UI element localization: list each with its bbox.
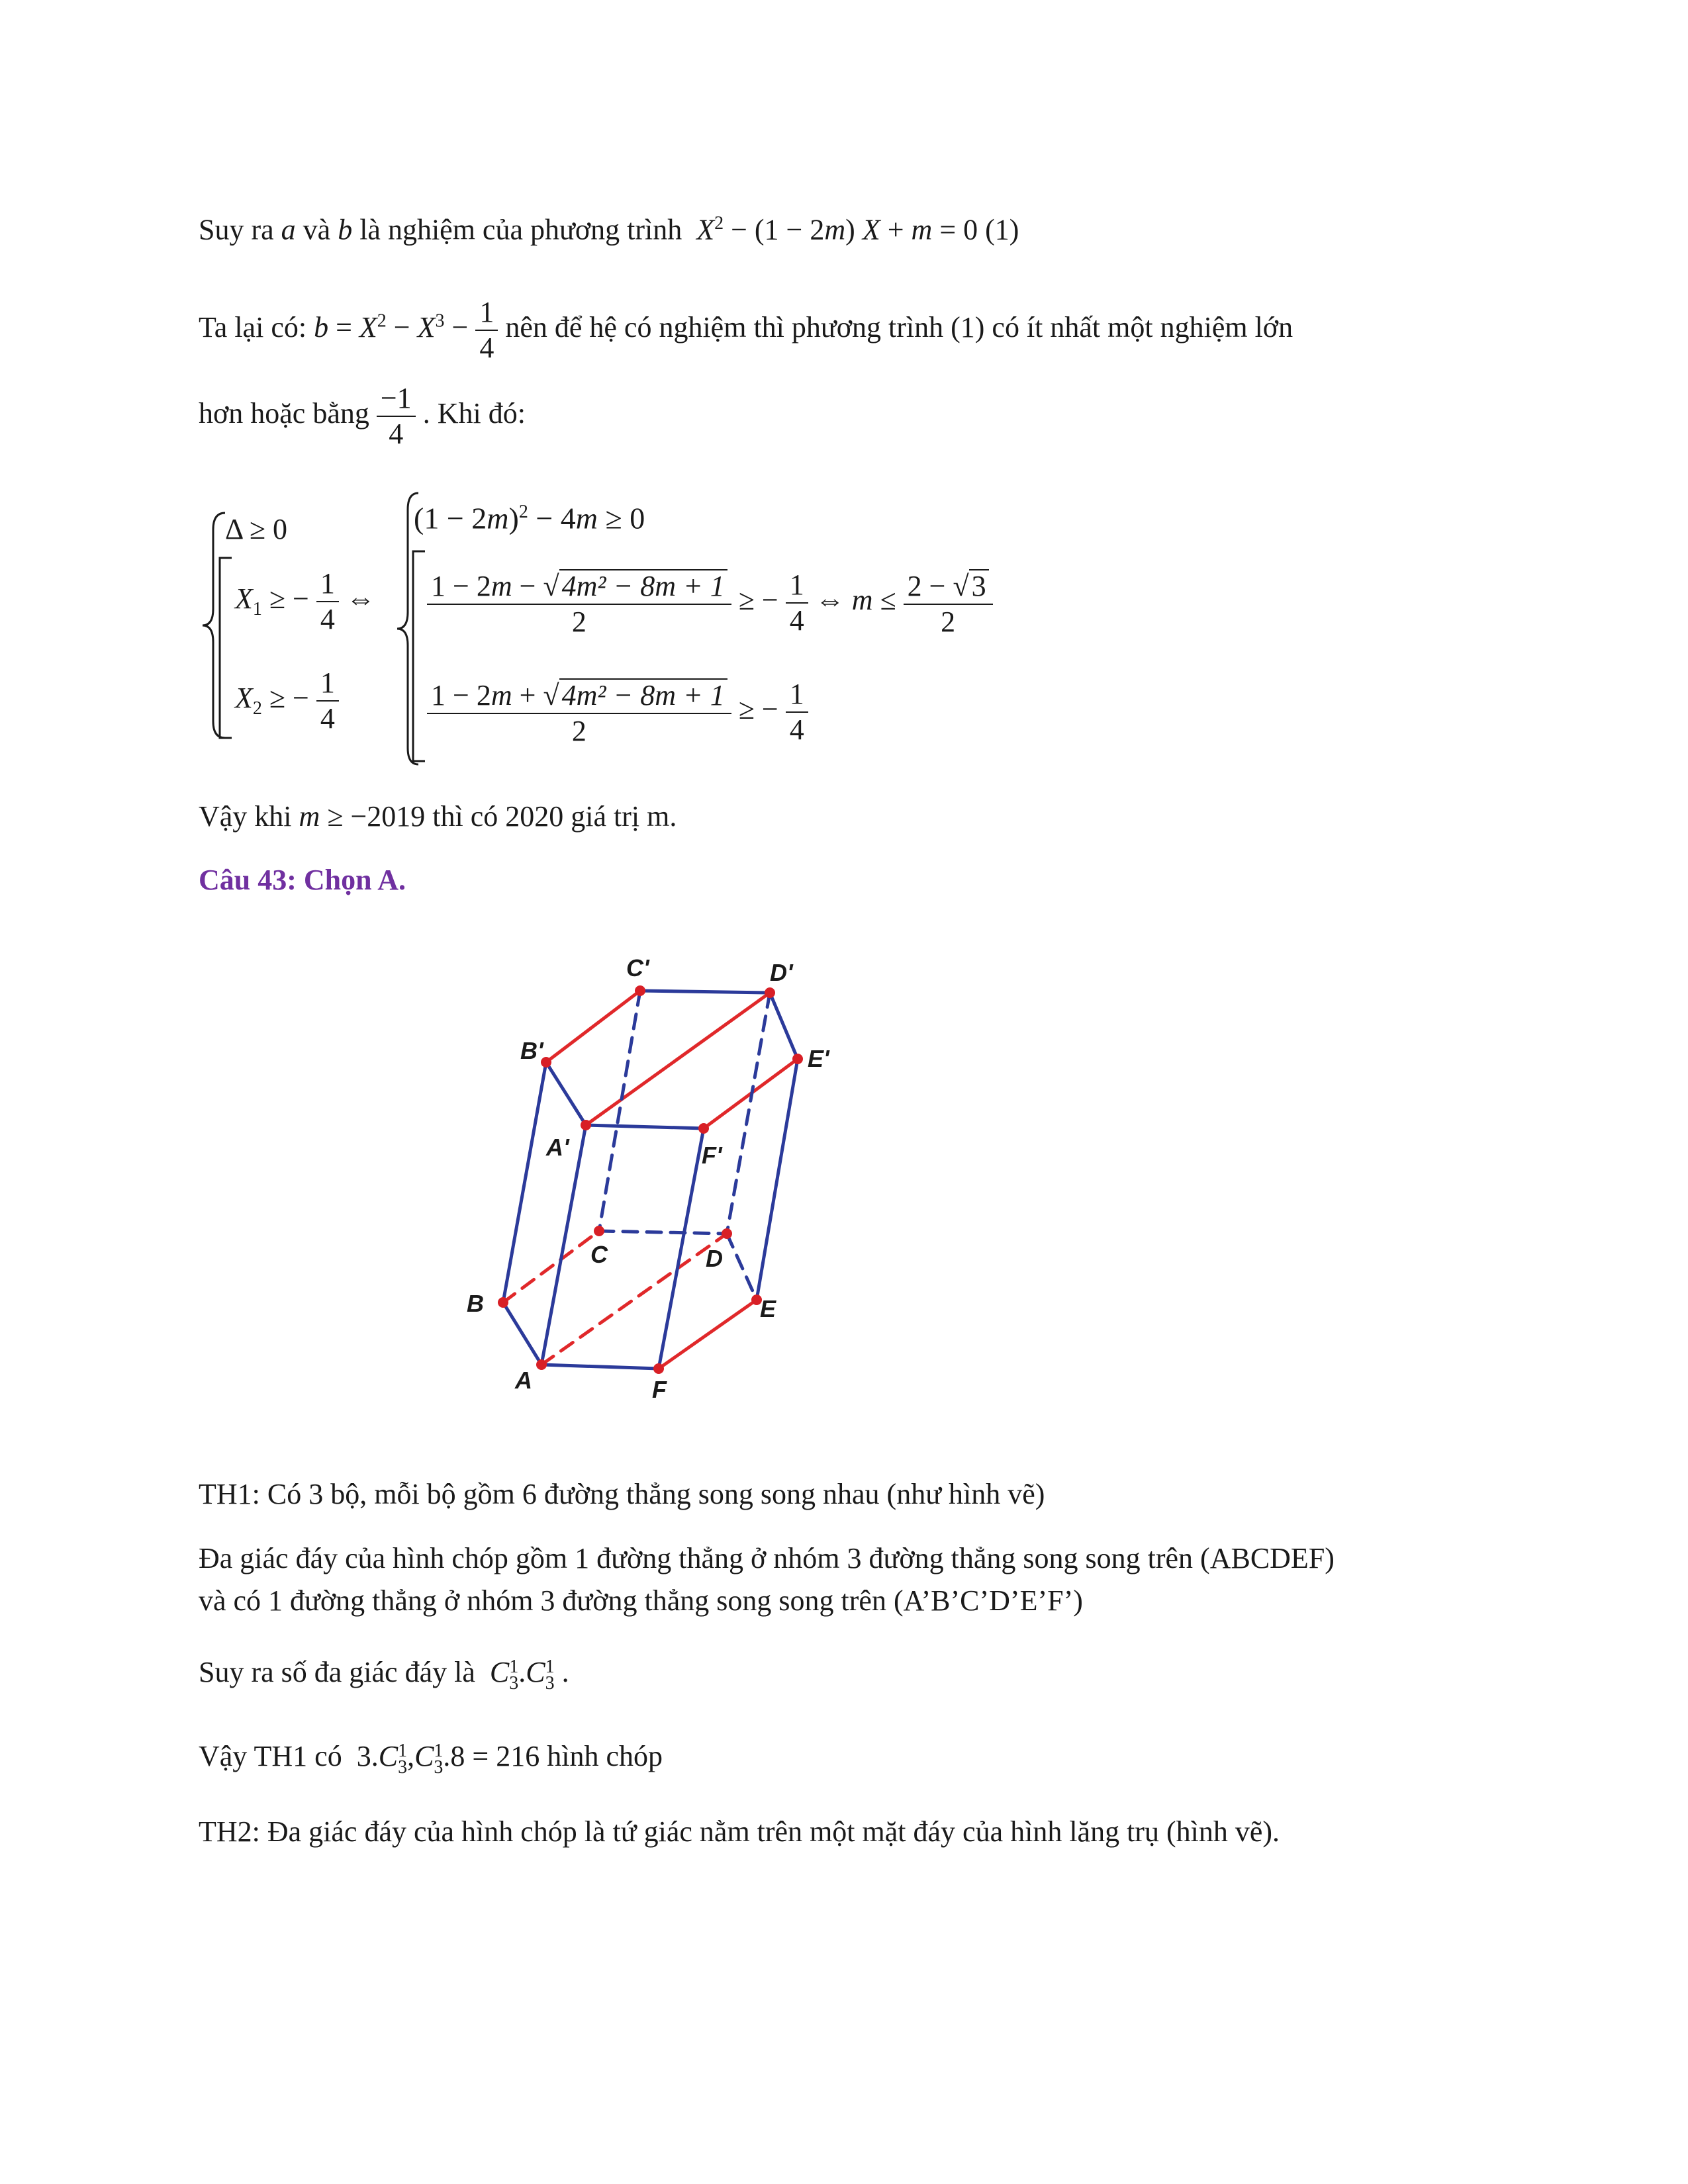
var-a: a [281,213,296,246]
math: 2 − [907,570,946,602]
var-x: X [862,213,880,246]
x1-condition [235,569,375,634]
text: Vậy khi [199,800,292,833]
subscript: 2 [252,698,262,719]
text: là nghiệm của phương trình [359,213,682,246]
math: − [519,570,536,602]
superscript: 1 [434,1740,444,1761]
math: − 4 [536,501,576,535]
var-b: b [338,213,353,246]
label-f1: F' [702,1142,722,1169]
result-fraction [904,569,993,637]
var-x: X [235,582,253,615]
edge-b1c1 [546,991,640,1062]
denominator: 4 [479,332,494,364]
math: − [451,311,469,344]
edge-ba [503,1302,541,1365]
math: ≥ − [269,582,309,615]
var-m: m [575,501,598,535]
radical [969,569,989,601]
point-c1 [635,985,645,996]
fraction [475,298,498,363]
denominator: 2 [941,606,956,638]
label-c: C [590,1241,608,1268]
case-2-text: TH2: Đa giác đáy của hình chóp là tứ giác nằm trên một mặt đáy của hình lăng trụ (hình vẽ). [199,1815,1280,1848]
edge-fe [659,1300,757,1369]
var-c: C [526,1656,545,1688]
point-e1 [792,1054,803,1064]
denominator: 2 [571,715,586,747]
row-root1 [427,569,993,637]
fraction [316,569,339,634]
denominator: 4 [789,713,804,746]
text: Vậy TH1 có [199,1740,342,1772]
math: ≥ 0 [605,501,645,535]
var-x: X [235,682,253,715]
label-e1: E' [808,1045,829,1072]
label-c1: C' [626,954,649,981]
math: = [336,311,352,344]
label-d: D [706,1245,723,1272]
paragraph-line-2: và có 1 đường thẳng ở nhóm 3 đường thẳng song song trên (A’B’C’D’E’F’) [199,1584,1083,1617]
superscript: 1 [509,1656,519,1677]
fraction [377,384,416,449]
edge-de [727,1234,757,1300]
superscript: 1 [545,1656,555,1677]
math: 1 − 2 [431,679,491,711]
subscript: 3 [434,1756,444,1778]
delta-condition: Δ ≥ 0 [225,513,288,545]
math: ) [508,501,519,535]
subscript: 3 [398,1756,408,1778]
numerator: 1 − 2m + √4m² − 8m + 1 [427,678,731,714]
fraction [316,668,339,733]
label-d1: D' [770,959,793,986]
exponent: 2 [377,310,387,332]
radical [559,678,727,710]
text: Suy ra số đa giác đáy là [199,1656,475,1688]
var-x: X [359,311,377,344]
exponent: 2 [518,502,528,522]
vay-th1-line [199,1742,663,1776]
x2-condition [235,668,339,733]
var-b: b [314,311,329,344]
edge-a1f1 [586,1125,704,1128]
math: + [519,679,536,711]
var-x: X [417,311,436,344]
edge-e1e [757,1059,798,1300]
line-4 [199,802,677,831]
math: . [561,1656,569,1688]
math: − (1 − 2 [731,213,825,246]
numerator: −1 [377,384,416,417]
line-3 [199,384,526,449]
iff-symbol: ⇔ [815,584,845,617]
var-c: C [489,1656,510,1688]
numerator: 1 [316,668,339,702]
edge-cd [599,1231,727,1234]
var-x: X [696,213,715,246]
math: ) [845,213,855,246]
math: (1 − 2 [414,501,487,535]
edge-d1d [727,993,770,1234]
fraction [786,680,808,745]
math: ≥ − [269,682,309,715]
var-m: m [911,213,933,246]
radicand: 4m² − 8m + 1 [559,678,727,710]
subscript: 3 [545,1672,555,1694]
edge-f1f [659,1128,704,1369]
radicand: 3 [969,569,989,601]
math: . [518,1656,526,1688]
point-a1 [581,1120,591,1130]
prism-figure [450,940,880,1456]
radical [559,569,727,601]
iff-symbol: ⇔ [346,582,375,615]
subscript: 3 [509,1672,519,1694]
paragraph-line-1: Đa giác đáy của hình chóp gồm 1 đường thẳng ở nhóm 3 đường thẳng song song trên (ABCDEF) [199,1542,1335,1574]
point-d1 [765,987,775,998]
row-discriminant [414,503,645,533]
denominator: 4 [320,702,335,735]
label-b1: B' [520,1037,543,1064]
vertex-points [498,985,803,1374]
math: ≥ − [738,693,778,726]
var-m: m [491,570,512,602]
math: ≤ [880,584,896,617]
fraction [786,570,808,635]
point-f1 [698,1123,709,1134]
math: + [887,213,904,246]
math: − [393,311,410,344]
math: .8 = 216 [443,1740,540,1772]
text: Ta lại có: [199,311,307,344]
exponent: 3 [435,310,445,332]
var-m: m [824,213,846,246]
var-m: m [491,679,512,711]
point-f [653,1363,664,1374]
math: 3. [356,1740,379,1772]
text: . Khi đó: [422,397,526,430]
superscript: 1 [398,1740,408,1761]
edge-bc [503,1231,599,1302]
edge-c1d1 [640,991,770,993]
edge-d1e1 [770,993,798,1059]
var-m: m [851,584,873,617]
text: thì có 2020 giá trị m. [432,800,677,833]
label-f: F [652,1376,667,1403]
numerator: 2 − √3 [904,569,993,605]
root-fraction [427,678,731,746]
var-c: C [414,1740,434,1772]
line-1 [199,214,1019,245]
numerator: 1 − 2m − √4m² − 8m + 1 [427,569,731,605]
numerator: 1 [475,298,498,331]
denominator: 4 [789,604,804,637]
subscript: 1 [252,598,262,619]
text: và [303,213,331,246]
suy-ra-line [199,1658,569,1692]
question-heading: Câu 43: Chọn A. [199,864,406,896]
root-fraction [427,569,731,637]
var-c: C [378,1740,399,1772]
exponent: 2 [714,213,724,234]
math: 1 − 2 [431,570,491,602]
case-1-text: TH1: Có 3 bộ, mỗi bộ gồm 6 đường thẳng song song nhau (như hình vẽ) [199,1478,1045,1510]
text: hơn hoặc bằng [199,397,369,430]
math: ≥ −2019 [327,800,426,833]
label-b: B [467,1290,484,1317]
math: , [407,1740,415,1772]
var-m: m [487,501,509,535]
edge-b1a1 [546,1062,586,1125]
edge-b1b [503,1062,546,1302]
denominator: 4 [320,603,335,635]
math: = 0 (1) [939,213,1019,246]
point-c [594,1226,604,1236]
edge-af [541,1365,659,1369]
left-bracket [212,556,238,741]
label-a1: A' [546,1134,569,1161]
numerator: 1 [786,570,808,604]
var-m: m [299,800,320,833]
denominator: 2 [571,606,586,638]
row-root2 [427,678,808,746]
denominator: 4 [389,418,404,450]
text: nên để hệ có nghiệm thì phương trình (1) có ít nhất một nghiệm lớn [505,311,1293,344]
line-2 [199,298,1293,363]
label-a: A [515,1367,532,1394]
text: hình chóp [547,1740,663,1772]
point-b [498,1297,508,1308]
point-d [722,1228,732,1239]
numerator: 1 [316,569,339,602]
numerator: 1 [786,680,808,713]
radicand: 4m² − 8m + 1 [559,569,727,601]
label-e: E [760,1295,776,1322]
point-a [536,1359,547,1370]
text: Suy ra [199,213,274,246]
math: ≥ − [738,584,778,617]
